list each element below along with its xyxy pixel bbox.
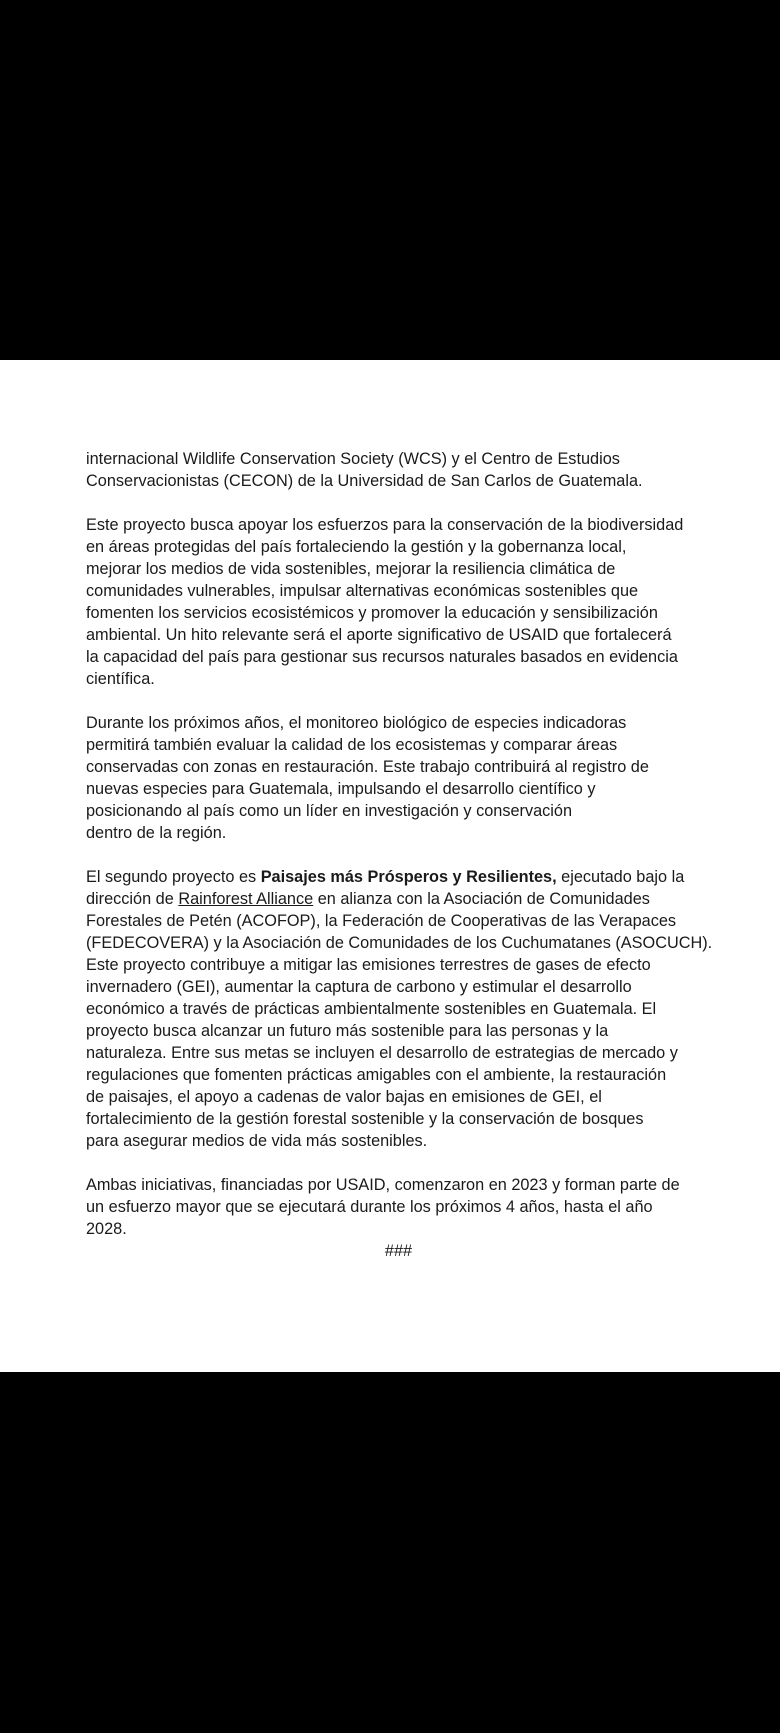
text-segment: en alianza con la Asociación de Comunidades (313, 890, 650, 908)
text-line: (FEDECOVERA) y la Asociación de Comunidades de los Cuchumatanes (ASOCUCH). (86, 934, 713, 952)
text-line: internacional Wildlife Conservation Society (WCS) y el Centro de Estudios (86, 450, 620, 468)
text-line: fomenten los servicios ecosistémicos y promover la educación y sensibilización (86, 604, 658, 622)
text-line: científica. (86, 670, 155, 688)
text-line: proyecto busca alcanzar un futuro más sostenible para las personas y la (86, 1022, 609, 1040)
text-segment: ejecutado bajo la (556, 868, 685, 886)
paragraph-4 (86, 866, 713, 1152)
text-line: 2028. (86, 1220, 127, 1238)
paragraph-5 (86, 1174, 701, 1240)
rainforest-alliance-link[interactable]: Rainforest Alliance (178, 890, 314, 908)
text-segment: dirección de (86, 890, 179, 908)
text-line (86, 866, 701, 888)
text-line: regulaciones que fomenten prácticas amigables con el ambiente, la restauración (86, 1066, 667, 1084)
text-line: fortalecimiento de la gestión forestal sostenible y la conservación de bosques (86, 1110, 644, 1128)
paragraph-1 (86, 448, 701, 492)
paragraph-3 (86, 712, 701, 844)
text-line: para asegurar medios de vida más sostenibles. (86, 1132, 428, 1150)
text-line: posicionando al país como un líder en investigación y conservación (86, 802, 573, 820)
text-line: en áreas protegidas del país fortaleciendo la gestión y la gobernanza local, (86, 538, 627, 556)
end-of-release-mark: ### (384, 1242, 413, 1260)
text-line: dentro de la región. (86, 824, 227, 842)
text-line: naturaleza. Entre sus metas se incluyen el desarrollo de estrategias de mercado y (86, 1044, 678, 1062)
text-line: Este proyecto contribuye a mitigar las emisiones terrestres de gases de efecto (86, 956, 651, 974)
text-line: comunidades vulnerables, impulsar alternativas económicas sostenibles que (86, 582, 639, 600)
text-segment: El segundo proyecto es (86, 868, 261, 886)
text-line: la capacidad del país para gestionar sus recursos naturales basados en evidencia (86, 648, 678, 666)
text-line: económico a través de prácticas ambientalmente sostenibles en Guatemala. El (86, 1000, 657, 1018)
text-line: Este proyecto busca apoyar los esfuerzos para la conservación de la biodiversidad (86, 516, 684, 534)
text-line: Ambas iniciativas, financiadas por USAID, comenzaron en 2023 y forman parte de (86, 1176, 680, 1194)
paragraph-2 (86, 514, 701, 690)
text-line: ambiental. Un hito relevante será el aporte significativo de USAID que fortalecerá (86, 626, 672, 644)
text-line: conservadas con zonas en restauración. Este trabajo contribuirá al registro de (86, 758, 649, 776)
text-line (86, 888, 701, 910)
text-line: permitirá también evaluar la calidad de los ecosistemas y comparar áreas (86, 736, 618, 754)
text-line: nuevas especies para Guatemala, impulsando el desarrollo científico y (86, 780, 596, 798)
project-name-bold: Paisajes más Prósperos y Resilientes, (260, 868, 557, 886)
text-line: mejorar los medios de vida sostenibles, mejorar la resiliencia climática de (86, 560, 616, 578)
document-body (86, 448, 713, 1262)
document-page (0, 360, 780, 1372)
text-line: Conservacionistas (CECON) de la Universidad de San Carlos de Guatemala. (86, 472, 643, 490)
text-line: Forestales de Petén (ACOFOP), la Federación de Cooperativas de las Verapaces (86, 912, 677, 930)
text-line: un esfuerzo mayor que se ejecutará durante los próximos 4 años, hasta el año (86, 1198, 653, 1216)
text-line: invernadero (GEI), aumentar la captura de carbono y estimular el desarrollo (86, 978, 632, 996)
text-line: Durante los próximos años, el monitoreo biológico de especies indicadoras (86, 714, 627, 732)
text-line: de paisajes, el apoyo a cadenas de valor bajas en emisiones de GEI, el (86, 1088, 602, 1106)
